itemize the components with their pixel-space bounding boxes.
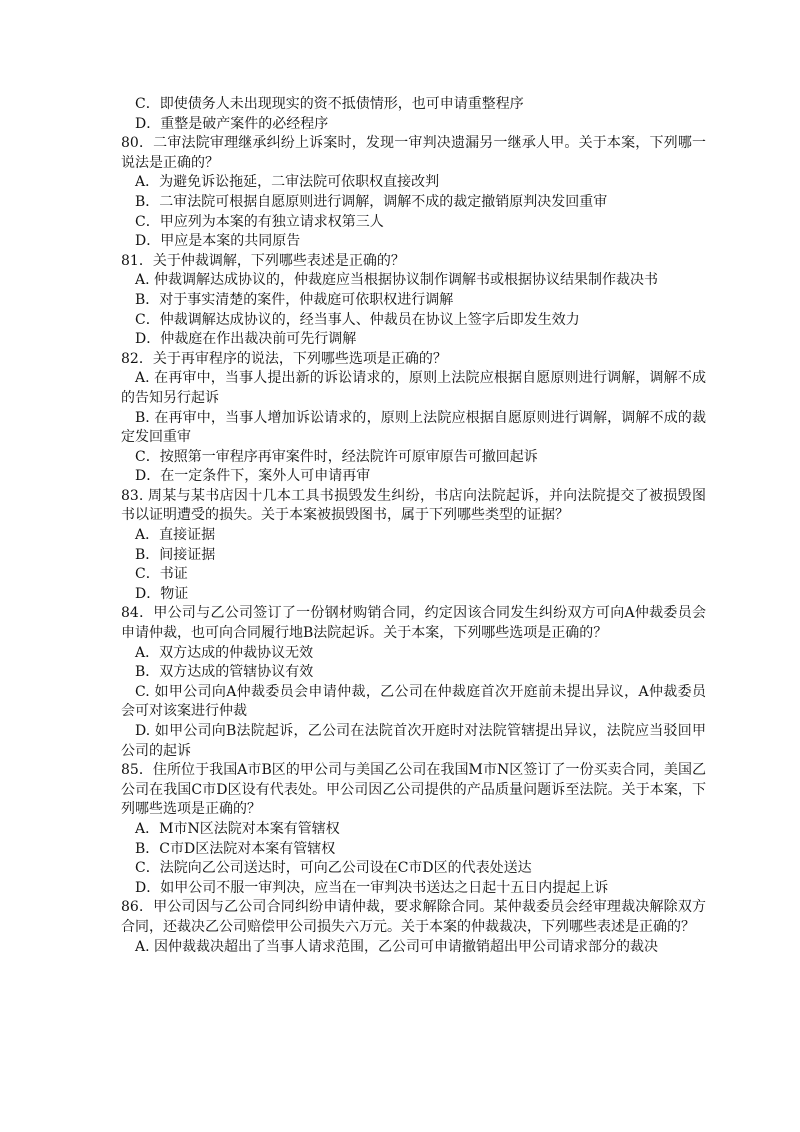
option-84c: C. 如甲公司向A仲裁委员会申请仲裁，乙公司在仲裁庭首次开庭前未提出异议，A仲裁委员会可对该案进行仲裁 <box>121 683 706 720</box>
option-82d: D．在一定条件下，案外人可申请再审 <box>135 468 371 485</box>
option-82c: C．按照第一审程序再审案件时，经法院许可原审原告可撤回起诉 <box>135 448 538 465</box>
question-86: 86．甲公司因与乙公司合同纠纷申请仲裁，要求解除合同。某仲裁委员会经审理裁决解除双方合同，还裁决乙公司赔偿甲公司损失六万元。关于本案的仲裁裁决，下列哪些表述是正确的？ <box>121 899 706 935</box>
question-83: 83. 周某与某书店因十几本工具书损毁发生纠纷，书店向法院起诉，并向法院提交了被损毁图书以证明遭受的损失。关于本案被损毁图书，属于下列哪些类型的证据？ <box>121 487 706 524</box>
option-81d: D．仲裁庭在作出裁决前可先行调解 <box>135 331 357 348</box>
option-81a: A. 仲裁调解达成协议的，仲裁庭应当根据协议制作调解书或根据协议结果制作裁决书 <box>135 272 659 289</box>
option-80a: A．为避免诉讼拖延，二审法院可依职权直接改判 <box>135 174 440 191</box>
question-85: 85．住所位于我国A市B区的甲公司与美国乙公司在我国M市N区签订了一份买卖合同，美国乙公司在我国C市D区设有代表处。甲公司因乙公司提供的产品质量问题诉至法院。关于本案，下列哪些选项是正确的？ <box>121 762 706 818</box>
option-82b: B. 在再审中，当事人增加诉讼请求的，原则上法院应根据自愿原则进行调解，调解不成的裁定发回重审 <box>121 409 706 446</box>
option-83d: D．物证 <box>135 585 189 602</box>
option-83c: C．书证 <box>135 566 188 583</box>
question-81: 81．关于仲裁调解，下列哪些表述是正确的？ <box>121 252 405 269</box>
option-82a: A. 在再审中，当事人提出新的诉讼请求的，原则上法院应根据自愿原则进行调解，调解不成的告知另行起诉 <box>121 370 706 406</box>
option-85c: C．法院向乙公司送达时，可向乙公司设在C市D区的代表处送达 <box>135 860 532 877</box>
document-body <box>121 95 706 957</box>
question-80: 80．二审法院审理继承纠纷上诉案时，发现一审判决遗漏另一继承人甲。关于本案，下列哪一说法是正确的？ <box>121 135 706 171</box>
option-84a: A．双方达成的仲裁协议无效 <box>135 644 314 661</box>
option-84b: B．双方达成的管辖协议有效 <box>135 664 314 681</box>
option-81c: C．仲裁调解达成协议的，经当事人、仲裁员在协议上签字后即发生效力 <box>135 311 580 328</box>
option-83a: A．直接证据 <box>135 527 216 544</box>
option-81b: B．对于事实清楚的案件，仲裁庭可依职权进行调解 <box>135 291 454 308</box>
option-80b: B．二审法院可根据自愿原则进行调解，调解不成的裁定撤销原判决发回重审 <box>135 193 608 210</box>
option-80c: C．甲应列为本案的有独立请求权第三人 <box>135 213 384 230</box>
option-79d: D．重整是破产案件的必经程序 <box>135 115 329 132</box>
option-85a: A．M市N区法院对本案有管辖权 <box>135 820 340 837</box>
option-85b: B．C市D区法院对本案有管辖权 <box>135 840 336 857</box>
option-86a: A. 因仲裁裁决超出了当事人请求范围，乙公司可申请撤销超出甲公司请求部分的裁决 <box>135 938 659 955</box>
option-80d: D．甲应是本案的共同原告 <box>135 233 301 250</box>
option-84d: D. 如甲公司向B法院起诉，乙公司在法院首次开庭时对法院管辖提出异议，法院应当驳回甲公司的起诉 <box>121 723 706 759</box>
question-84: 84．甲公司与乙公司签订了一份钢材购销合同，约定因该合同发生纠纷双方可向A仲裁委员会申请仲裁，也可向合同履行地B法院起诉。关于本案，下列哪些选项是正确的？ <box>121 605 706 642</box>
option-85d: D．如甲公司不服一审判决，应当在一审判决书送达之日起十五日内提起上诉 <box>135 879 609 896</box>
option-79c: C．即使债务人未出现现实的资不抵债情形，也可申请重整程序 <box>135 96 524 112</box>
option-83b: B．间接证据 <box>135 546 216 563</box>
question-82: 82．关于再审程序的说法，下列哪些选项是正确的？ <box>121 350 447 367</box>
